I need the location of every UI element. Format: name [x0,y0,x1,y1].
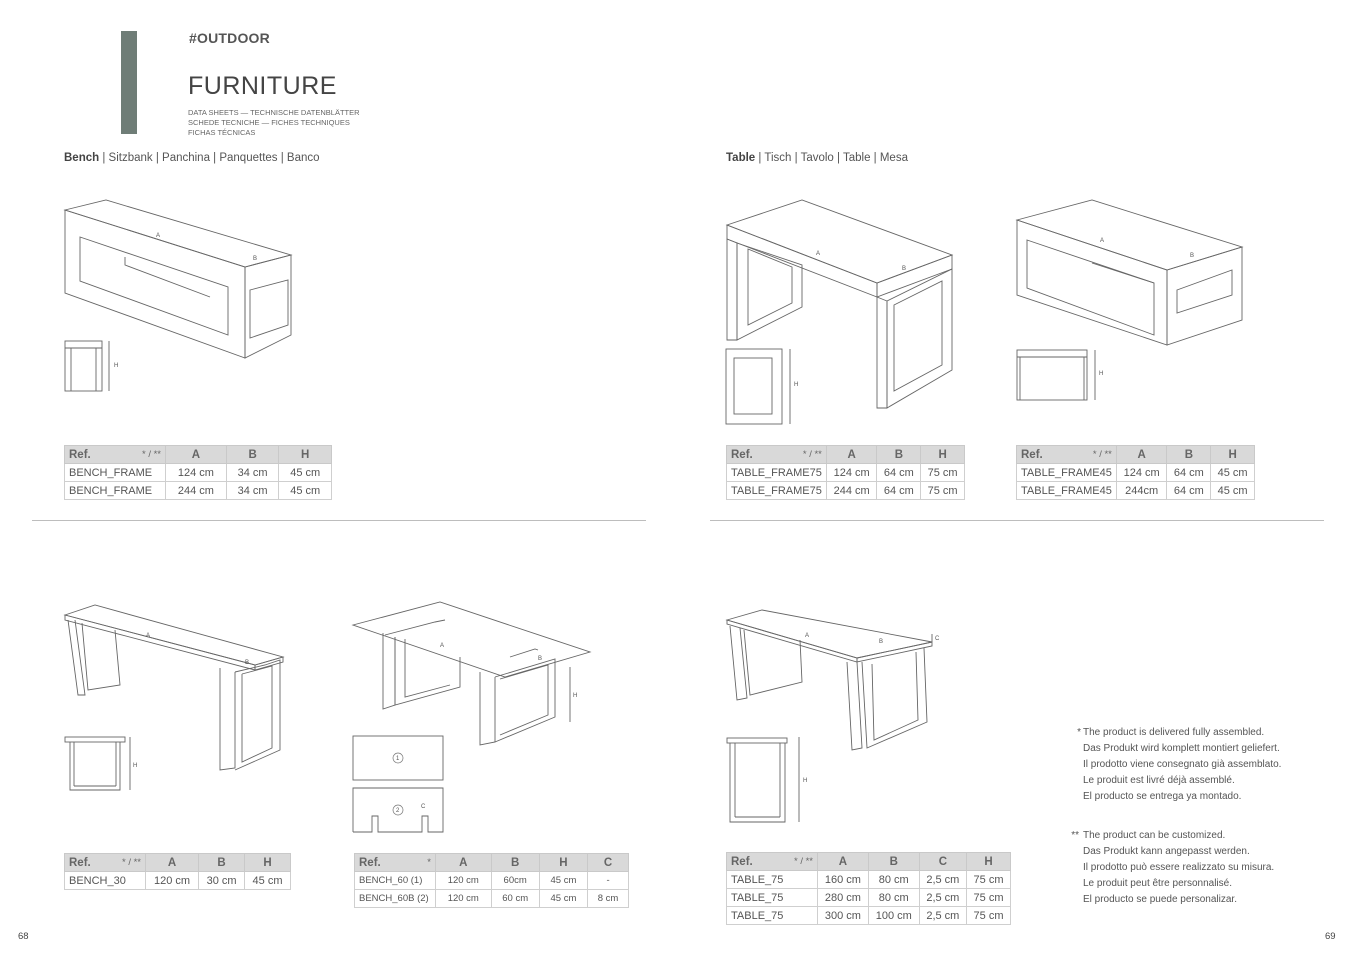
header-c: C [588,854,629,872]
note-line: El producto se puede personalizar. [1083,894,1237,905]
note-line: Le produit peut être personnalisé. [1083,878,1232,889]
header-ref: Ref. * / ** [727,446,827,464]
cell-b: 34 cm [226,482,279,500]
cell-a: 160 cm [818,871,869,889]
category-tag: #OUTDOOR [189,30,270,46]
note-mark: * [1077,727,1081,738]
drawing-label-a: A [805,633,810,639]
cell-a: 244 cm [166,482,227,500]
header-ref: Ref. * / ** [1017,446,1117,464]
header-ref: Ref. * [355,854,436,872]
table-row [65,482,332,500]
drawing-label-a: A [1100,238,1105,244]
bench-frame-table [64,445,332,500]
header-b: B [1167,446,1211,464]
table-75-drawing [722,600,962,825]
cell-ref: TABLE_75 [727,871,818,889]
header-h: H [967,853,1011,871]
drawing-label-a: A [146,633,151,639]
table-row [727,907,1011,925]
table-row [727,871,1011,889]
drawing-label-2: 2 [396,808,400,814]
section-label-bold: Bench [64,152,100,164]
drawing-label-b: B [1190,253,1195,259]
cell-h: 45 cm [539,872,587,890]
note-line: Das Produkt kann angepasst werden. [1083,846,1250,857]
header-c: C [919,853,966,871]
table-header-row [1017,446,1255,464]
cell-a: 244 cm [826,482,877,500]
header-ref: Ref. * / ** [65,446,166,464]
cell-b: 34 cm [226,464,279,482]
table-75-table [726,852,1011,925]
cell-a: 280 cm [818,889,869,907]
bench-frame-drawing [60,195,300,405]
drawing-label-c: C [935,636,940,642]
cell-a: 124 cm [166,464,227,482]
cell-c: 2,5 cm [919,907,966,925]
note-line: The product can be customized. [1083,830,1226,841]
cell-h: 75 cm [967,889,1011,907]
accent-bar [121,31,137,134]
note-line: Le produit est livré déjà assemblé. [1083,775,1235,786]
table-row [65,464,332,482]
note-custom [1071,828,1275,908]
table-header-row [65,854,291,872]
table-row [355,872,629,890]
header-a: A [826,446,877,464]
drawing-label-h: H [803,778,808,784]
cell-b: 64 cm [1167,482,1211,500]
section-label-bold: Table [726,152,756,164]
cell-ref: BENCH_FRAME [65,464,166,482]
cell-ref: TABLE_75 [727,907,818,925]
cell-ref: TABLE_FRAME75 [727,482,827,500]
cell-b: 64 cm [877,464,921,482]
note-assembled [1077,725,1282,805]
note-line: El producto se entrega ya montado. [1083,791,1242,802]
cell-c: - [588,872,629,890]
cell-ref: TABLE_FRAME75 [727,464,827,482]
drawing-label-c: C [421,804,426,810]
table-frame45-table [1016,445,1255,500]
cell-b: 60 cm [491,890,539,908]
table-header-row [727,446,965,464]
section-label-rest: | Tisch | Tavolo | Table | Mesa [755,152,908,164]
cell-b: 100 cm [868,907,919,925]
subtitle-line: FICHAS TÉCNICAS [188,128,256,137]
header-ref: Ref. * / ** [727,853,818,871]
header-a: A [436,854,492,872]
cell-a: 300 cm [818,907,869,925]
cell-h: 75 cm [967,907,1011,925]
subtitle-line: SCHEDE TECNICHE — FICHES TECHNIQUES [188,118,350,127]
cell-ref: TABLE_FRAME45 [1017,464,1117,482]
cell-ref: BENCH_60B (2) [355,890,436,908]
header-h: H [921,446,965,464]
section-label-table [726,152,908,164]
drawing-label-1: 1 [396,756,400,762]
cell-ref: TABLE_FRAME45 [1017,482,1117,500]
cell-a: 124 cm [826,464,877,482]
table-header-row [727,853,1011,871]
drawing-label-h: H [1099,371,1104,377]
header-h: H [279,446,332,464]
cell-h: 45 cm [539,890,587,908]
cell-c: 8 cm [588,890,629,908]
note-line: The product is delivered fully assembled. [1083,727,1265,738]
header-h: H [1211,446,1255,464]
cell-b: 60cm [491,872,539,890]
cell-h: 45 cm [245,872,291,890]
cell-ref: TABLE_75 [727,889,818,907]
header-a: A [818,853,869,871]
header-h: H [539,854,587,872]
page-number-right: 69 [1325,931,1336,942]
cell-b: 64 cm [877,482,921,500]
table-row [1017,482,1255,500]
cell-a: 120 cm [436,890,492,908]
drawing-label-a: A [440,643,445,649]
table-row [727,889,1011,907]
drawing-label-h: H [114,363,119,369]
bench-30-table [64,853,291,890]
cell-h: 75 cm [921,482,965,500]
page-number-left: 68 [18,931,29,942]
drawing-label-a: A [156,233,161,239]
cell-h: 45 cm [279,464,332,482]
header-ref: Ref. * / ** [65,854,146,872]
drawing-label-h: H [133,763,138,769]
drawing-label-b: B [253,256,258,262]
drawing-label-b: B [245,660,250,666]
drawing-label-a: A [816,251,821,257]
header-a: A [166,446,227,464]
note-line: Il prodotto può essere realizzato su misura. [1083,862,1275,873]
cell-a: 120 cm [146,872,199,890]
cell-h: 45 cm [1211,482,1255,500]
note-line: Das Produkt wird komplett montiert geliefert. [1083,743,1280,754]
cell-ref: BENCH_60 (1) [355,872,436,890]
cell-b: 30 cm [199,872,245,890]
header-b: B [868,853,919,871]
drawing-label-h: H [794,382,799,388]
header-b: B [491,854,539,872]
cell-a: 120 cm [436,872,492,890]
cell-a: 244cm [1116,482,1167,500]
table-frame75-table [726,445,965,500]
section-label-bench [64,152,320,164]
bench-60-drawing [350,597,595,837]
cell-c: 2,5 cm [919,889,966,907]
cell-c: 2,5 cm [919,871,966,889]
subtitle-block [188,108,360,138]
section-label-rest: | Sitzbank | Panchina | Panquettes | Banco [99,152,320,164]
drawing-label-b: B [538,656,543,662]
table-row [355,890,629,908]
note-line: Il prodotto viene consegnato già assemblato. [1083,759,1282,770]
drawing-label-b: B [902,266,907,272]
header-b: B [199,854,245,872]
header-a: A [1116,446,1167,464]
table-row [727,464,965,482]
cell-b: 80 cm [868,871,919,889]
cell-b: 80 cm [868,889,919,907]
table-header-row [65,446,332,464]
header-b: B [877,446,921,464]
note-mark: ** [1071,830,1079,841]
drawing-label-h: H [573,693,578,699]
table-row [65,872,291,890]
bench-30-drawing [60,600,300,800]
table-row [1017,464,1255,482]
table-header-row [355,854,629,872]
cell-b: 64 cm [1167,464,1211,482]
cell-a: 124 cm [1116,464,1167,482]
table-frame45-drawing [1012,195,1252,405]
header-h: H [245,854,291,872]
cell-h: 75 cm [967,871,1011,889]
subtitle-line: DATA SHEETS — TECHNISCHE DATENBLÄTTER [188,108,360,117]
cell-ref: BENCH_FRAME [65,482,166,500]
table-frame75-drawing [722,195,962,430]
cell-ref: BENCH_30 [65,872,146,890]
divider-right [710,520,1324,521]
drawing-label-b: B [879,639,884,645]
divider-left [32,520,646,521]
table-row [727,482,965,500]
cell-h: 75 cm [921,464,965,482]
bench-60-table [354,853,629,908]
cell-h: 45 cm [1211,464,1255,482]
cell-h: 45 cm [279,482,332,500]
header-a: A [146,854,199,872]
page-title: FURNITURE [188,72,337,100]
header-b: B [226,446,279,464]
